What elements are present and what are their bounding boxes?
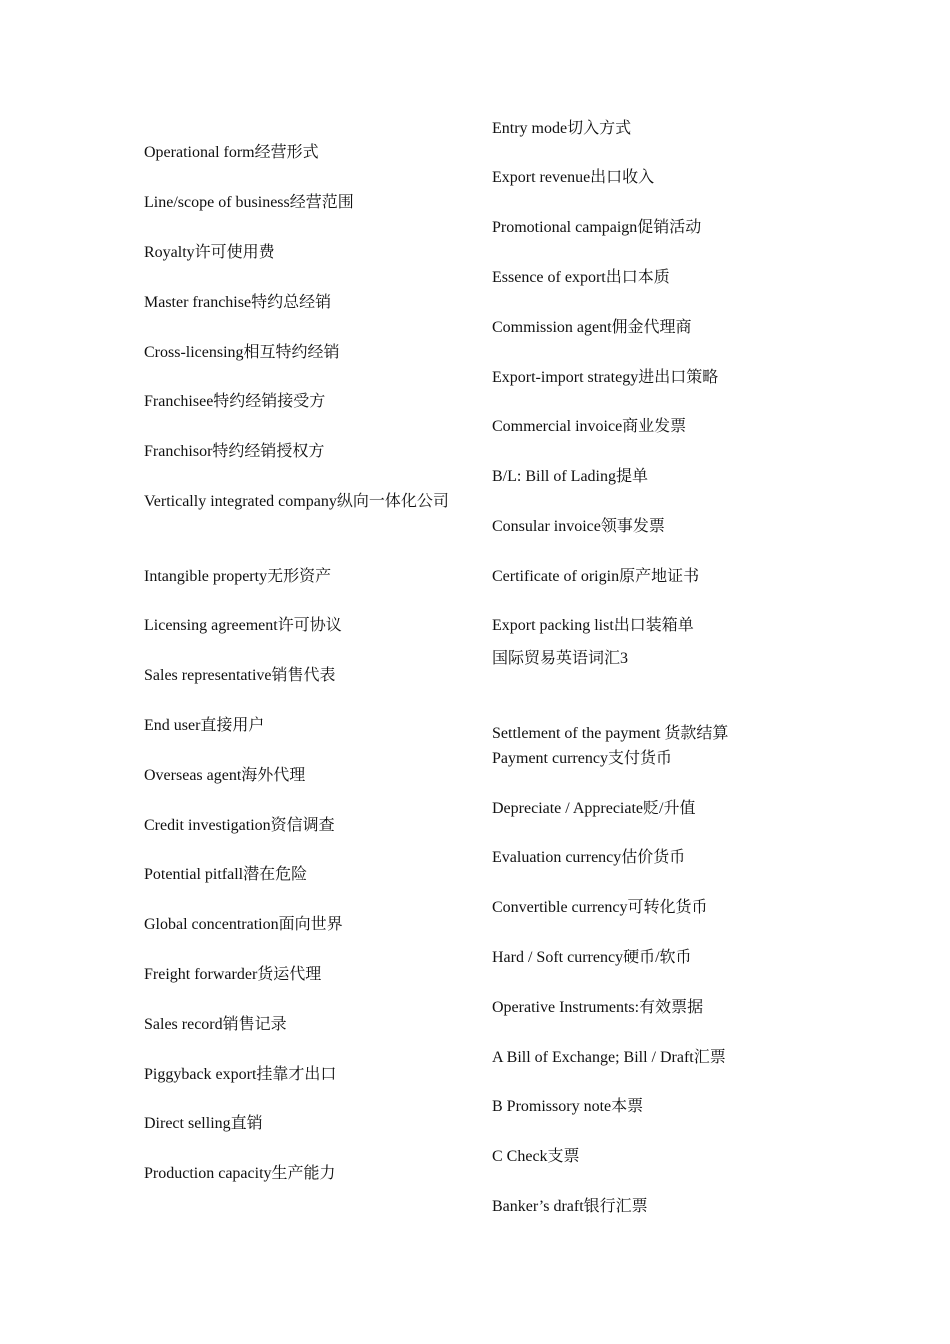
term-sales-representative: Sales representative销售代表 [144,667,336,684]
term-royalty: Royalty许可使用费 [144,244,275,261]
term-overseas-agent: Overseas agent海外代理 [144,767,306,784]
term-direct-selling: Direct selling直销 [144,1115,263,1132]
term-promissory-note: B Promissory note本票 [492,1098,644,1115]
term-commercial-invoice: Commercial invoice商业发票 [492,418,687,435]
term-convertible-currency: Convertible currency可转化货币 [492,899,708,916]
term-export-revenue: Export revenue出口收入 [492,169,655,186]
term-production-capacity: Production capacity生产能力 [144,1165,336,1182]
term-check: C Check支票 [492,1148,580,1165]
term-export-import-strategy: Export-import strategy进出口策略 [492,369,719,386]
term-evaluation-currency: Evaluation currency估价货币 [492,849,686,866]
term-hard-soft-currency: Hard / Soft currency硬币/软币 [492,949,692,966]
term-franchisor: Franchisor特约经销授权方 [144,443,325,460]
term-certificate-of-origin: Certificate of origin原产地证书 [492,568,700,585]
term-promotional-campaign: Promotional campaign促销活动 [492,219,702,236]
term-operational-form: Operational form经营形式 [144,144,319,161]
term-bill-of-lading: B/L: Bill of Lading提单 [492,468,648,485]
term-consular-invoice: Consular invoice领事发票 [492,518,665,535]
term-potential-pitfall: Potential pitfall潜在危险 [144,866,308,883]
term-credit-investigation: Credit investigation资信调查 [144,817,335,834]
term-settlement-of-the-payment: Settlement of the payment 货款结算 [492,725,729,742]
term-franchisee: Franchisee特约经销接受方 [144,393,326,410]
term-cross-licensing: Cross-licensing相互特约经销 [144,344,340,361]
term-payment-currency: Payment currency支付货币 [492,750,672,767]
term-bill-of-exchange: A Bill of Exchange; Bill / Draft汇票 [492,1049,726,1066]
term-sales-record: Sales record销售记录 [144,1016,287,1033]
term-end-user: End user直接用户 [144,717,265,734]
term-bankers-draft: Banker’s draft银行汇票 [492,1198,648,1215]
term-export-packing-list: Export packing list出口装箱单 [492,617,694,634]
term-commission-agent: Commission agent佣金代理商 [492,319,692,336]
term-operative-instruments: Operative Instruments:有效票据 [492,999,704,1016]
term-vertically-integrated-company: Vertically integrated company纵向一体化公司 [144,493,449,510]
term-depreciate-appreciate: Depreciate / Appreciate贬/升值 [492,800,696,817]
term-intangible-property: Intangible property无形资产 [144,568,332,585]
term-global-concentration: Global concentration面向世界 [144,916,343,933]
term-entry-mode: Entry mode切入方式 [492,120,632,137]
term-master-franchise: Master franchise特约总经销 [144,294,332,311]
term-piggyback-export: Piggyback export挂靠才出口 [144,1066,337,1083]
term-freight-forwarder: Freight forwarder货运代理 [144,966,322,983]
term-essence-of-export: Essence of export出口本质 [492,269,670,286]
section-heading: 国际贸易英语词汇3 [492,650,629,667]
term-licensing-agreement: Licensing agreement许可协议 [144,617,342,634]
term-line-scope-of-business: Line/scope of business经营范围 [144,194,354,211]
